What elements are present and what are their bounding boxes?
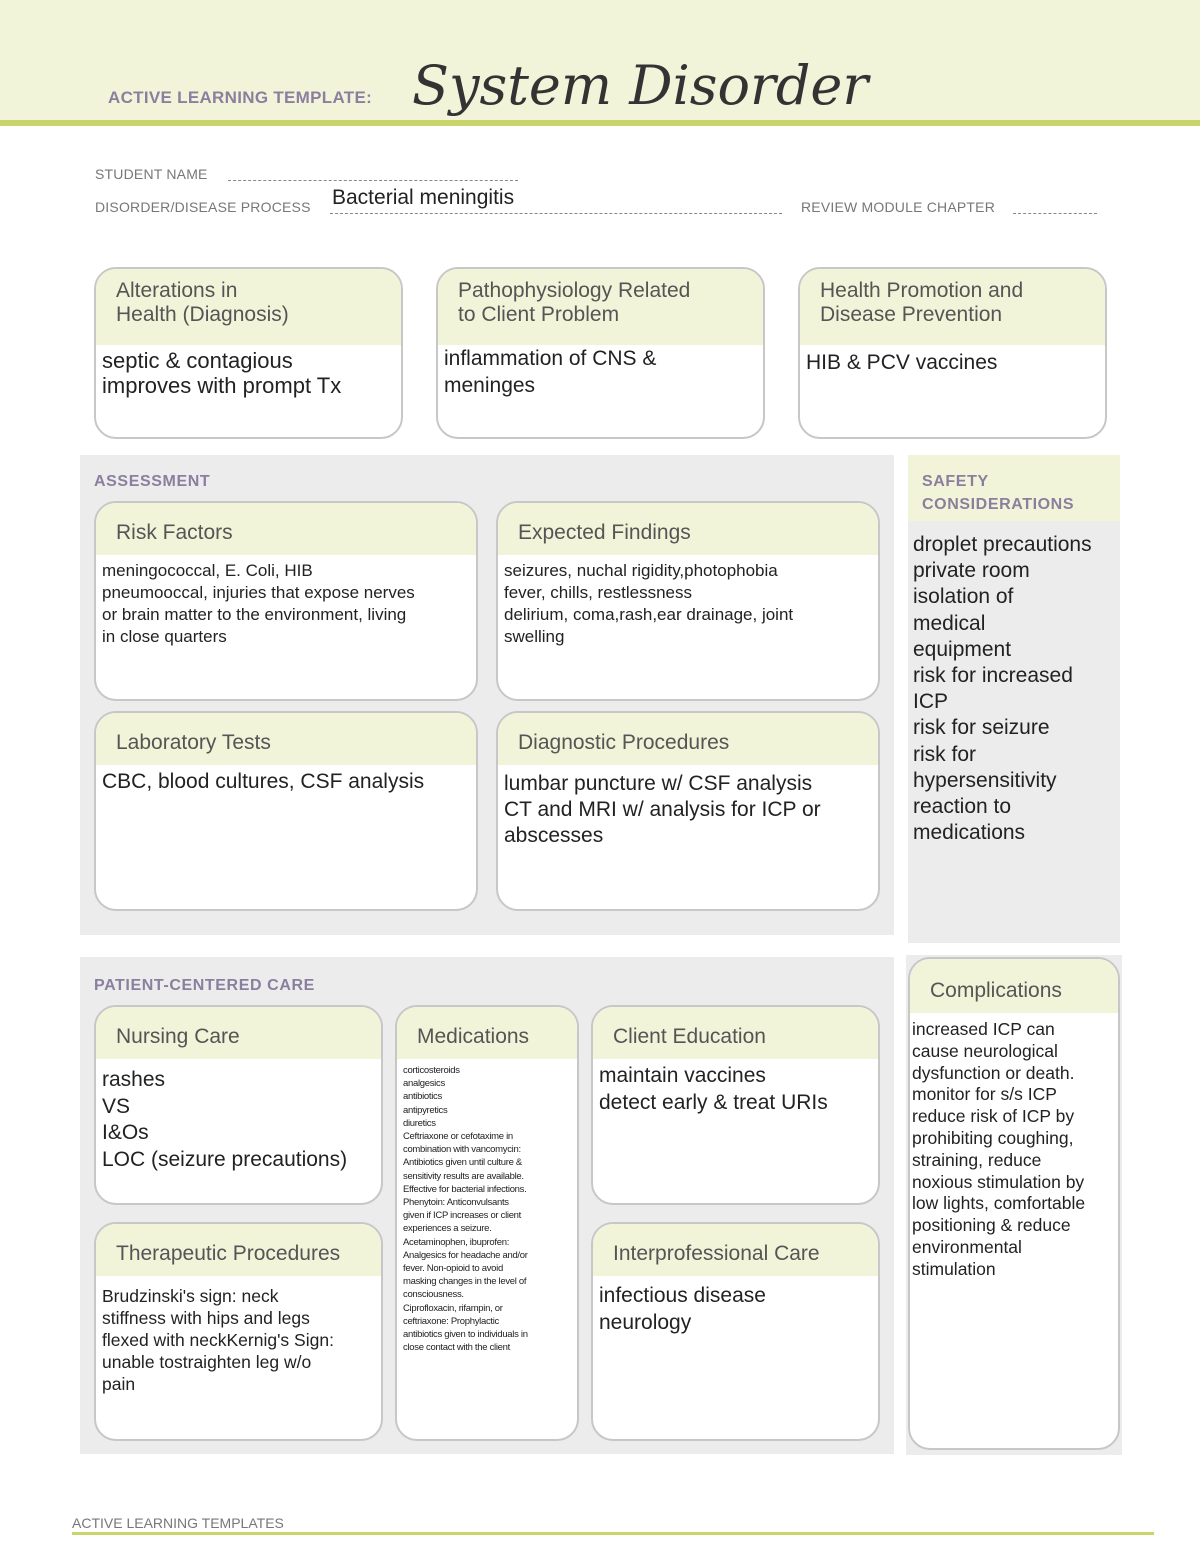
interprofessional-care-line: neurology xyxy=(599,1310,692,1334)
safety-line: ICP xyxy=(913,690,949,714)
complications-line: reduce risk of ICP by xyxy=(912,1106,1075,1127)
laboratory-tests-title: Laboratory Tests xyxy=(96,713,476,765)
safety-line: reaction to xyxy=(913,795,1012,819)
interprofessional-care-body xyxy=(593,1276,878,1340)
assessment-title: ASSESSMENT xyxy=(94,473,211,490)
nursing-care-card xyxy=(94,1005,383,1205)
alterations-title: Alterations in Health (Diagnosis) xyxy=(96,269,401,345)
expected-findings-card xyxy=(496,501,880,701)
medications-line: consciousness. xyxy=(403,1289,464,1301)
risk-factors-title: Risk Factors xyxy=(96,503,476,555)
review-module-label: REVIEW MODULE CHAPTER xyxy=(801,199,995,215)
therapeutic-procedures-line: stiffness with hips and legs xyxy=(102,1308,310,1328)
medications-line: given if ICP increases or client xyxy=(403,1210,522,1222)
safety-line: medications xyxy=(913,821,1026,845)
medications-line: combination with vancomycin: xyxy=(403,1144,521,1156)
alterations-card xyxy=(94,267,403,439)
medications-line: analgesics xyxy=(403,1078,445,1090)
medications-line: ceftriaxone: Prophylactic xyxy=(403,1315,499,1327)
diagnostic-procedures-line: lumbar puncture w/ CSF analysis xyxy=(504,772,813,795)
laboratory-tests-card xyxy=(94,711,478,911)
medications-line: sensitivity results are available. xyxy=(403,1170,524,1182)
therapeutic-procedures-line: pain xyxy=(102,1374,136,1394)
therapeutic-procedures-card xyxy=(94,1222,383,1441)
diagnostic-procedures-line: CT and MRI w/ analysis for ICP or xyxy=(504,798,821,821)
client-education-body xyxy=(593,1059,878,1120)
complications-line: cause neurological xyxy=(912,1040,1058,1061)
client-education-title: Client Education xyxy=(593,1007,878,1059)
nursing-care-line: VS xyxy=(102,1094,131,1118)
complications-line: low lights, comfortable xyxy=(912,1193,1086,1214)
alterations-line: improves with prompt Tx xyxy=(102,373,342,398)
risk-factors-line: in close quarters xyxy=(102,627,227,646)
nursing-care-title: Nursing Care xyxy=(96,1007,381,1059)
laboratory-tests-body xyxy=(96,765,476,799)
medications-body xyxy=(397,1059,577,1358)
nursing-care-line: I&Os xyxy=(102,1121,149,1144)
client-education-line: maintain vaccines xyxy=(599,1064,766,1087)
client-education-card xyxy=(591,1005,880,1205)
interprofessional-care-card xyxy=(591,1222,880,1441)
safety-list xyxy=(913,532,1092,846)
complications-body xyxy=(910,1013,1118,1287)
complications-title: Complications xyxy=(910,959,1118,1013)
therapeutic-procedures-body xyxy=(96,1276,381,1399)
pathophysiology-card xyxy=(436,267,765,439)
medications-line: antibiotics xyxy=(403,1091,442,1103)
patient-care-title: PATIENT-CENTERED CARE xyxy=(94,977,315,994)
therapeutic-procedures-title: Therapeutic Procedures xyxy=(96,1224,381,1276)
complications-line: prohibiting coughing, xyxy=(912,1127,1074,1148)
complications-line: dysfunction or death. xyxy=(912,1062,1075,1083)
footer-text: ACTIVE LEARNING TEMPLATES xyxy=(72,1515,284,1531)
medications-line: Acetaminophen, ibuprofen: xyxy=(403,1236,510,1248)
diagnostic-procedures-line: abscesses xyxy=(504,824,604,847)
medications-line: Ciprofloxacin, rifampin, or xyxy=(403,1302,503,1314)
medications-line: antibiotics given to individuals in xyxy=(403,1329,528,1341)
medications-line: diuretics xyxy=(403,1117,436,1129)
expected-findings-line: seizures, nuchal rigidity,photophobia xyxy=(504,561,778,580)
student-name-line xyxy=(228,180,518,181)
alterations-line: septic & contagious xyxy=(102,348,293,373)
footer-rule xyxy=(72,1532,1154,1535)
disorder-label: DISORDER/DISEASE PROCESS xyxy=(95,199,311,215)
expected-findings-line: swelling xyxy=(504,627,565,646)
therapeutic-procedures-line: Brudzinski's sign: neck xyxy=(102,1286,279,1306)
pathophysiology-line: inflammation of CNS & xyxy=(444,347,657,370)
medications-line: Phenytoin: Anticonvulsants xyxy=(403,1197,509,1209)
client-education-line: detect early & treat URIs xyxy=(599,1090,828,1114)
safety-title: SAFETY xyxy=(922,473,989,490)
health-promotion-body xyxy=(800,345,1105,380)
nursing-care-line: rashes xyxy=(102,1068,166,1091)
risk-factors-line: pneumooccal, injuries that expose nerves xyxy=(102,583,415,602)
safety-line: risk for xyxy=(913,742,976,766)
medications-line: masking changes in the level of xyxy=(403,1276,527,1288)
pathophysiology-line: meninges xyxy=(444,374,536,397)
medications-line: Antibiotics given until culture & xyxy=(403,1157,522,1169)
expected-findings-line: fever, chills, restlessness xyxy=(504,583,693,602)
safety-line: medical xyxy=(913,611,986,635)
medications-line: close contact with the client xyxy=(403,1342,510,1354)
health-promotion-card xyxy=(798,267,1107,439)
alterations-body xyxy=(96,345,401,402)
medications-line: antipyretics xyxy=(403,1104,448,1116)
complications-line: monitor for s/s ICP xyxy=(912,1084,1057,1105)
complications-line: noxious stimulation by xyxy=(912,1171,1085,1192)
medications-line: Analgesics for headache and/or xyxy=(403,1249,528,1261)
safety-line: private room xyxy=(913,559,1030,583)
safety-line: isolation of xyxy=(913,585,1014,609)
complications-card xyxy=(908,957,1120,1450)
student-name-label: STUDENT NAME xyxy=(95,166,208,182)
complications-line: increased ICP can xyxy=(912,1019,1055,1039)
expected-findings-body xyxy=(498,555,878,652)
expected-findings-line: delirium, coma,rash,ear drainage, joint xyxy=(504,605,794,624)
interprofessional-care-title: Interprofessional Care xyxy=(593,1224,878,1276)
safety-line: risk for seizure xyxy=(913,716,1050,740)
medications-title: Medications xyxy=(397,1007,577,1059)
medications-line: Effective for bacterial infections. xyxy=(403,1183,527,1195)
laboratory-tests-line: CBC, blood cultures, CSF analysis xyxy=(102,770,425,793)
complications-line: stimulation xyxy=(912,1258,996,1279)
complications-line: positioning & reduce xyxy=(912,1215,1071,1236)
pathophysiology-title: Pathophysiology Related to Client Problem xyxy=(438,269,763,345)
risk-factors-card xyxy=(94,501,478,701)
safety-line: hypersensitivity xyxy=(913,768,1057,792)
health-promotion-title: Health Promotion and Disease Prevention xyxy=(800,269,1105,345)
safety-line: risk for increased xyxy=(913,664,1073,688)
page-title: System Disorder xyxy=(412,54,869,117)
risk-factors-body xyxy=(96,555,476,652)
medications-line: fever. Non-opioid to avoid xyxy=(403,1263,503,1275)
nursing-care-body xyxy=(96,1059,381,1177)
safety-title-line2: CONSIDERATIONS xyxy=(922,496,1075,513)
header-rule xyxy=(0,120,1200,126)
header-label: ACTIVE LEARNING TEMPLATE: xyxy=(108,88,373,107)
pathophysiology-body xyxy=(438,345,763,403)
diagnostic-procedures-body xyxy=(498,765,878,853)
therapeutic-procedures-line: unable tostraighten leg w/o xyxy=(102,1352,312,1372)
nursing-care-line: LOC (seizure precautions) xyxy=(102,1147,348,1171)
medications-line: experiences a seizure. xyxy=(403,1223,492,1235)
interprofessional-care-line: infectious disease xyxy=(599,1284,766,1307)
risk-factors-line: or brain matter to the environment, living xyxy=(102,605,407,624)
safety-line: droplet precautions xyxy=(913,533,1092,556)
complications-line: straining, reduce xyxy=(912,1149,1042,1170)
risk-factors-line: meningococcal, E. Coli, HIB xyxy=(102,561,313,580)
diagnostic-procedures-card xyxy=(496,711,880,911)
medications-line: corticosteroids xyxy=(403,1065,460,1076)
complications-line: environmental xyxy=(912,1236,1022,1257)
expected-findings-title: Expected Findings xyxy=(498,503,878,555)
therapeutic-procedures-line: flexed with neckKernig's Sign: xyxy=(102,1330,334,1350)
health-promotion-line: HIB & PCV vaccines xyxy=(806,351,998,374)
disorder-line xyxy=(330,213,782,214)
disorder-field[interactable]: Bacterial meningitis xyxy=(332,186,515,209)
medications-card xyxy=(395,1005,579,1441)
diagnostic-procedures-title: Diagnostic Procedures xyxy=(498,713,878,765)
safety-line: equipment xyxy=(913,637,1012,661)
medications-line: Ceftriaxone or cefotaxime in xyxy=(403,1131,513,1143)
review-module-line xyxy=(1013,213,1097,214)
